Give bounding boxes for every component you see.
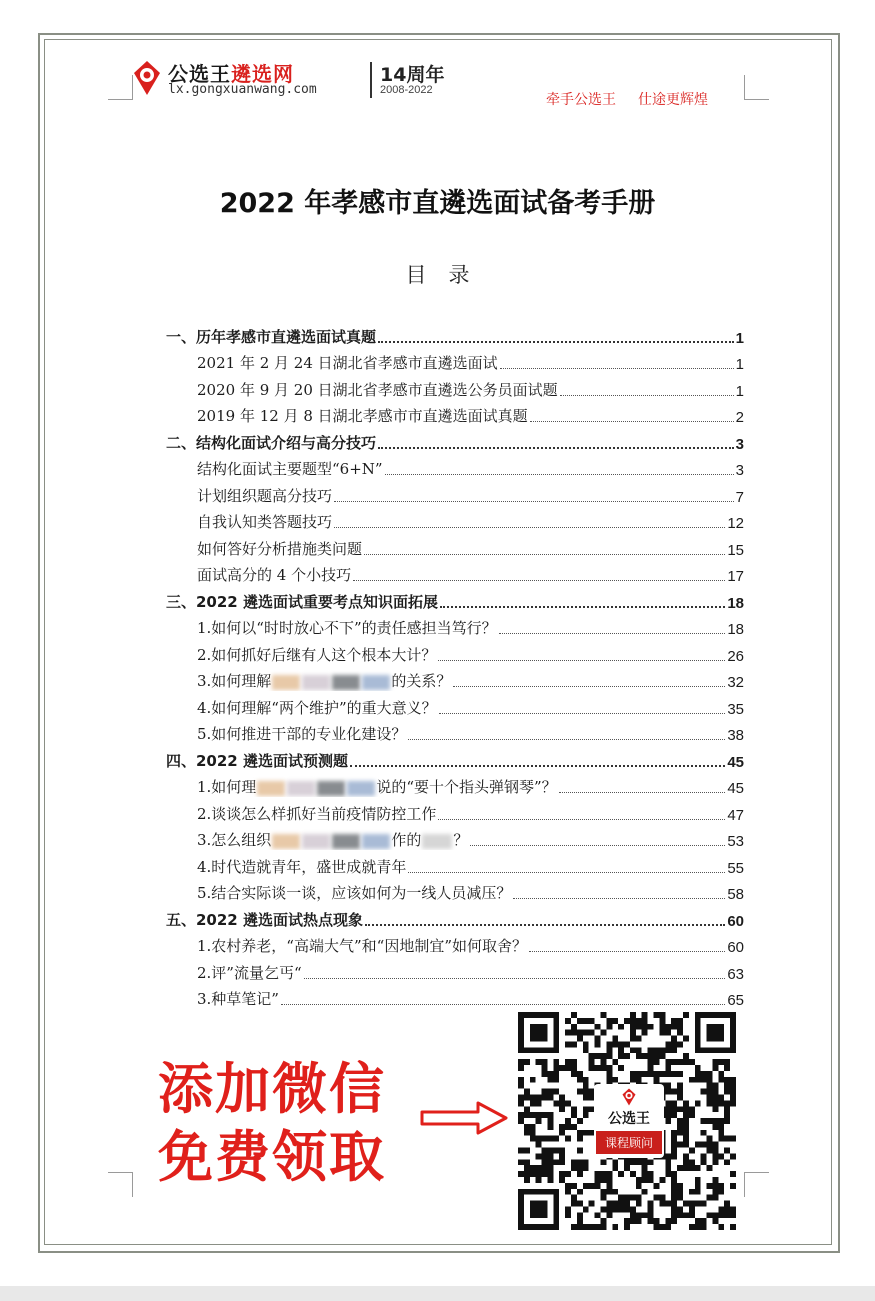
- qr-badge: [594, 1084, 664, 1158]
- toc-entry[interactable]: [166, 373, 744, 400]
- toc-entry[interactable]: [166, 532, 744, 559]
- toc-page-number: 15: [727, 541, 744, 559]
- toc-page-number: 47: [727, 806, 744, 824]
- toc-entry-text: 四、2022 遴选面试预测题: [166, 751, 348, 770]
- table-of-contents: [166, 320, 744, 1009]
- toc-leader-dots: [365, 923, 725, 926]
- toc-page-number: 55: [727, 859, 744, 877]
- toc-entry[interactable]: [166, 559, 744, 586]
- toc-leader-dots: [334, 500, 734, 502]
- toc-leader-dots: [439, 712, 726, 714]
- toc-entry[interactable]: [166, 877, 744, 904]
- toc-entry-text: 1.如何以“时时放心不下”的责任感担当笃行？: [197, 619, 497, 637]
- toc-leader-dots: [438, 818, 725, 820]
- toc-entry-text: 自我认知类答题技巧: [197, 513, 333, 531]
- toc-entry-text: 2021 年 2 月 24 日湖北省孝感市直遴选面试: [197, 354, 498, 372]
- brand-logo-icon: [132, 60, 162, 96]
- toc-page-number: 53: [727, 833, 744, 850]
- redacted-text: [362, 834, 390, 849]
- toc-entry-text: 5.结合实际谈一谈，应该如何为一线人员减压？: [197, 884, 512, 902]
- redacted-text: [272, 675, 300, 690]
- toc-entry-text: 二、结构化面试介绍与高分技巧: [166, 433, 377, 452]
- toc-entry[interactable]: [166, 400, 744, 427]
- toc-leader-dots: [304, 977, 726, 979]
- brand-logo-icon: [621, 1088, 637, 1106]
- redacted-text: [347, 781, 375, 796]
- redacted-text: [422, 834, 452, 849]
- anniversary-years: 2008-2022: [380, 84, 433, 96]
- brand-name: 公选王遴选网: [168, 62, 294, 86]
- toc-entry-text: 三、2022 遴选面试重要考点知识面拓展: [166, 592, 438, 611]
- toc-leader-dots: [350, 764, 725, 767]
- toc-leader-dots: [364, 553, 725, 555]
- toc-entry-text: 2019 年 12 月 8 日湖北孝感市市直遴选面试真题: [197, 407, 528, 425]
- crop-mark: [108, 75, 133, 100]
- toc-leader-dots: [281, 1003, 725, 1005]
- toc-page-number: 12: [727, 515, 744, 532]
- toc-page-number: 35: [727, 700, 744, 718]
- toc-page-number: 18: [727, 621, 744, 638]
- promo-line-1: 添加微信: [158, 1057, 387, 1121]
- toc-leader-dots: [438, 659, 725, 661]
- toc-page-number: 1: [735, 382, 744, 400]
- redacted-text: [362, 675, 390, 690]
- arrow-right-icon: [420, 1100, 510, 1136]
- anniversary-label: 14周年: [380, 64, 445, 86]
- toc-section[interactable]: [166, 744, 744, 771]
- toc-entry[interactable]: [166, 506, 744, 533]
- toc-leader-dots: [529, 950, 725, 952]
- toc-page-number: 65: [727, 992, 744, 1009]
- toc-page-number: 18: [727, 594, 744, 612]
- toc-entry[interactable]: [166, 797, 744, 824]
- toc-entry-text: 4.如何理解“两个维护”的重大意义？: [197, 698, 437, 717]
- toc-leader-dots: [440, 605, 725, 608]
- toc-leader-dots: [453, 685, 725, 687]
- qr-badge-label: 课程顾问: [596, 1131, 662, 1154]
- toc-entry-text: 一、历年孝感市直遴选面试真题: [166, 327, 377, 346]
- crop-mark: [108, 1172, 133, 1197]
- toc-entry[interactable]: [166, 612, 744, 639]
- slogan-part: 牵手公选王: [546, 92, 616, 108]
- toc-entry-text: 3.如何理解 的关系？: [197, 672, 452, 690]
- toc-entry[interactable]: [166, 691, 744, 718]
- toc-entry-text: 2.谈谈怎么样抓好当前疫情防控工作: [197, 804, 437, 823]
- toc-entry-text: 2.评”流量乞丐“: [197, 963, 302, 982]
- qr-badge-name: 公选王: [608, 1111, 650, 1127]
- toc-leader-dots: [500, 367, 734, 369]
- toc-section[interactable]: [166, 585, 744, 612]
- toc-leader-dots: [378, 446, 734, 449]
- brand-url: lx.gongxuanwang.com: [168, 82, 317, 97]
- toc-leader-dots: [530, 420, 734, 422]
- header-divider: [370, 62, 372, 98]
- document-title: 2022 年孝感市直遴选面试备考手册: [219, 188, 656, 219]
- brand-name-suffix: 遴选网: [231, 62, 294, 86]
- toc-page-number: 3: [735, 435, 744, 453]
- header-slogan: [546, 89, 730, 109]
- toc-page-number: 58: [727, 886, 744, 903]
- toc-page-number: 17: [727, 568, 744, 585]
- toc-entry-text: 2020 年 9 月 20 日湖北省孝感市直遴选公务员面试题: [197, 380, 558, 399]
- crop-mark: [744, 75, 769, 100]
- toc-entry[interactable]: [166, 453, 744, 480]
- toc-entry-text: 面试高分的 4 个小技巧: [197, 566, 352, 584]
- toc-page-number: 60: [727, 939, 744, 956]
- toc-entry-text: 计划组织题高分技巧: [197, 486, 333, 505]
- redacted-text: [272, 834, 300, 849]
- redacted-text: [332, 834, 360, 849]
- toc-page-number: 1: [735, 356, 744, 373]
- toc-page-number: 38: [727, 727, 744, 744]
- toc-page-number: 7: [735, 488, 744, 506]
- toc-entry-text: 5.如何推进干部的专业化建设？: [197, 725, 407, 743]
- toc-leader-dots: [470, 844, 725, 846]
- toc-leader-dots: [353, 579, 725, 581]
- toc-leader-dots: [385, 473, 734, 475]
- toc-entry-text: 3.怎么组织 作的 ？: [197, 831, 469, 849]
- toc-entry-text: 结构化面试主要题型“6+N”: [197, 460, 383, 478]
- toc-entry-text: 1.如何理 说的“要十个指头弹钢琴”？: [197, 778, 557, 796]
- toc-page-number: 60: [727, 912, 744, 930]
- toc-entry-text: 2.如何抓好后继有人这个根本大计？: [197, 645, 437, 664]
- crop-mark: [744, 1172, 769, 1197]
- toc-section[interactable]: [166, 320, 744, 347]
- toc-leader-dots: [499, 632, 726, 634]
- toc-page-number: 45: [727, 780, 744, 797]
- toc-leader-dots: [559, 791, 726, 793]
- redacted-text: [257, 781, 285, 796]
- toc-entry-text: 3.种草笔记”: [197, 990, 279, 1008]
- toc-leader-dots: [378, 340, 734, 343]
- toc-entry[interactable]: [166, 718, 744, 745]
- toc-entry[interactable]: [166, 347, 744, 374]
- toc-page-number: 63: [727, 965, 744, 983]
- toc-leader-dots: [560, 394, 734, 396]
- toc-page-number: 32: [727, 674, 744, 691]
- toc-page-number: 45: [727, 753, 744, 771]
- redacted-text: [287, 781, 315, 796]
- toc-entry-text: 如何答好分析措施类问题: [197, 539, 363, 558]
- toc-leader-dots: [408, 871, 725, 873]
- toc-page-number: 3: [735, 462, 744, 479]
- toc-entry-text: 1.农村养老，“高端大气”和“因地制宜”如何取舍？: [197, 937, 527, 955]
- toc-page-number: 2: [735, 409, 744, 426]
- toc-leader-dots: [334, 526, 725, 528]
- toc-entry-text: 五、2022 遴选面试热点现象: [166, 910, 363, 929]
- toc-leader-dots: [408, 738, 725, 740]
- toc-leader-dots: [513, 897, 725, 899]
- toc-entry[interactable]: [166, 850, 744, 877]
- redacted-text: [302, 675, 330, 690]
- toc-entry[interactable]: [166, 956, 744, 983]
- toc-entry[interactable]: [166, 665, 744, 692]
- toc-entry-text: 4.时代造就青年，盛世成就青年: [197, 857, 407, 876]
- toc-entry[interactable]: [166, 638, 744, 665]
- toc-page-number: 26: [727, 647, 744, 665]
- promo-line-2: 免费领取: [158, 1125, 387, 1189]
- toc-entry[interactable]: [166, 824, 744, 851]
- redacted-text: [302, 834, 330, 849]
- toc-entry[interactable]: [166, 771, 744, 798]
- toc-page-number: 1: [735, 329, 744, 347]
- toc-entry[interactable]: [166, 930, 744, 957]
- slogan-part: 仕途更辉煌: [638, 92, 708, 108]
- toc-entry[interactable]: [166, 983, 744, 1010]
- redacted-text: [317, 781, 345, 796]
- toc-section[interactable]: [166, 903, 744, 930]
- redacted-text: [332, 675, 360, 690]
- toc-heading: 目录: [405, 263, 492, 287]
- toc-section[interactable]: [166, 426, 744, 453]
- toc-entry[interactable]: [166, 479, 744, 506]
